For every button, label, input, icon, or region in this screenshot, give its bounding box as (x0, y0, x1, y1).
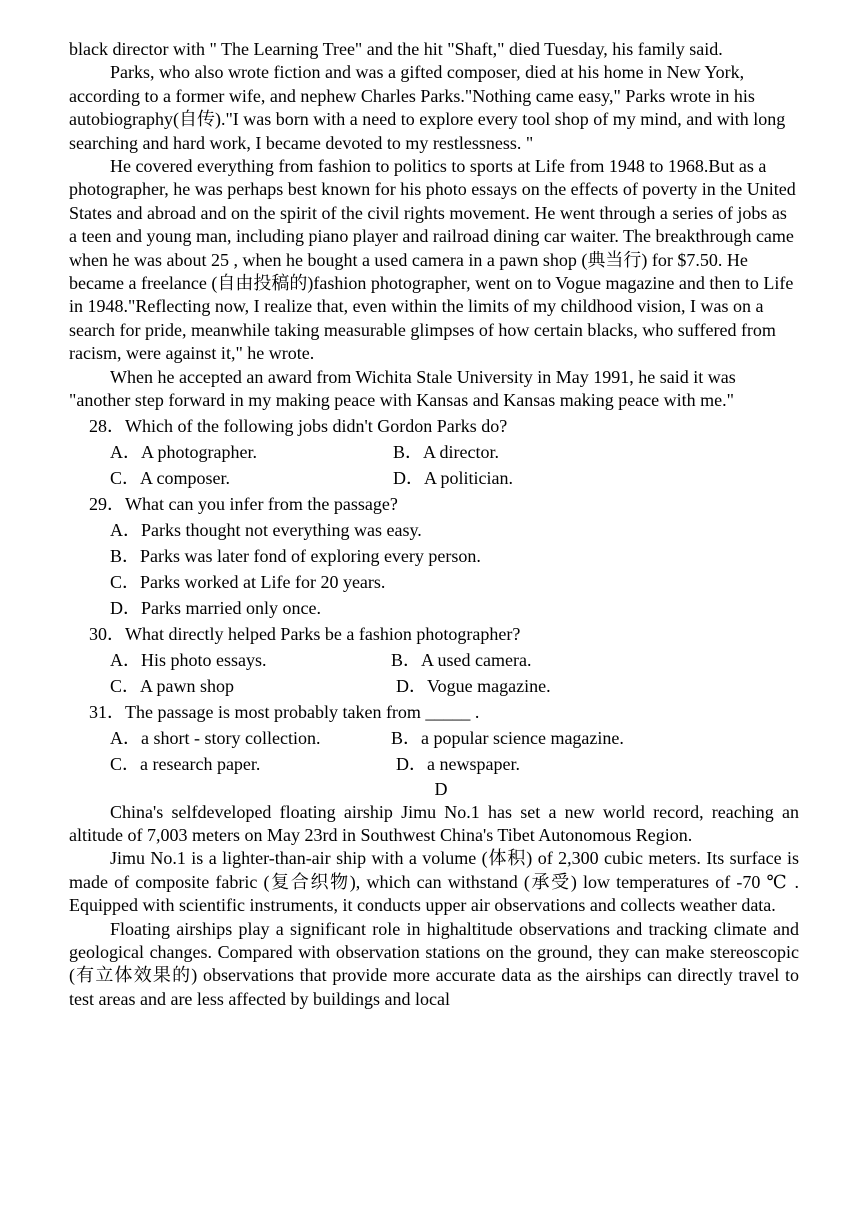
question-31-options-row-1 (69, 725, 799, 751)
passage-d-paragraph-1: China's selfdeveloped floating airship Jimu No.1 has set a new world record, reaching an altitude of 7,003 meters on May 23rd in Southwest China's Tibet Autonomous Region. (69, 801, 799, 845)
question-31-option-d[interactable]: D．a newspaper. (396, 753, 520, 774)
question-29-option-b[interactable]: B．Parks was later fond of exploring every person. (110, 545, 481, 566)
question-30-options-row-2 (69, 673, 799, 699)
question-28-stem: 28．Which of the following jobs didn't Gordon Parks do? (89, 415, 508, 436)
question-29-option-d[interactable]: D．Parks married only once. (110, 597, 321, 618)
question-30-option-d[interactable]: D．Vogue magazine. (396, 675, 551, 696)
question-31-stem: 31．The passage is most probably taken from _____ . (89, 701, 480, 722)
question-31-option-b[interactable]: B．a popular science magazine. (391, 727, 624, 748)
question-28-option-b[interactable]: B．A director. (393, 441, 499, 462)
question-30-option-b[interactable]: B．A used camera. (391, 649, 532, 670)
passage-c-paragraph-3: He covered everything from fashion to politics to sports at Life from 1948 to 1968.But as a photographer, he was perhaps best known for his photo essays on the effects of poverty in the United States and abroad and on the spirit of the civil rights movement. He went through a series of jobs as a teen and young man, including piano player and railroad dining car waiter. The breakthrough came when he was about 25 , when he bought a used camera in a pawn shop (典当行) for $7.50. He became a freelance (自由投稿的)fashion photographer, went on to Vogue magazine and then to Life in 1948."Reflecting now, I realize that, even within the limits of my childhood vision, I was on a search for pride, meanwhile taking measurable glimpses of how certain blacks, who suffered from racism, were against it," he wrote. (69, 156, 796, 364)
passage-d-paragraph-2: Jimu No.1 is a lighter-than-air ship with a volume (体积) of 2,300 cubic meters. Its surface is made of composite fabric (复合织物), which can withstand (承受) low temperatures of -70 ℃ . Equipped with scientific instruments, it conducts upper air observations and collects weather data. (69, 848, 799, 916)
passage-c-paragraph-1: black director with " The Learning Tree" and the hit "Shaft," died Tuesday, his family said. (69, 39, 723, 59)
question-31-options-row-2 (69, 751, 799, 777)
question-28-options-row-2 (69, 465, 799, 491)
question-29-stem: 29．What can you infer from the passage? (89, 493, 398, 514)
question-31-option-a[interactable]: A．a short - story collection. (110, 727, 321, 748)
question-29-option-c[interactable]: C．Parks worked at Life for 20 years. (110, 571, 386, 592)
question-30-stem: 30．What directly helped Parks be a fashion photographer? (89, 623, 521, 644)
passage-d-label: D (434, 778, 448, 799)
passage-d-paragraph-3: Floating airships play a significant role in highaltitude observations and tracking climate and geological changes. Compared with observation stations on the ground, they can make stereoscopic (有立体效果的) observations that provide more accurate data as the airships can directly travel to test areas and are less affected by buildings and local (69, 918, 799, 1009)
question-28-option-d[interactable]: D．A politician. (393, 467, 513, 488)
question-28-option-c[interactable]: C．A composer. (110, 467, 230, 488)
passage-c-paragraph-4: When he accepted an award from Wichita Stale University in May 1991, he said it was "another step forward in my making peace with Kansas and Kansas making peace with me." (69, 366, 736, 411)
question-29-option-a[interactable]: A．Parks thought not everything was easy. (110, 519, 422, 540)
question-30-option-a[interactable]: A．His photo essays. (110, 649, 267, 670)
passage-c-paragraph-2: Parks, who also wrote fiction and was a gifted composer, died at his home in New York, according to a former wife, and nephew Charles Parks."Nothing came easy," Parks wrote in his autobiography(自传)."I was born with a need to explore every tool shop of my mind, and with long searching and hard work, I became devoted to my restlessness. " (69, 62, 786, 153)
exam-page (69, 38, 799, 1011)
question-30-option-c[interactable]: C．A pawn shop (110, 675, 235, 696)
question-28-option-a[interactable]: A．A photographer. (110, 441, 257, 462)
question-30-options-row-1 (69, 647, 799, 673)
question-28-options-row-1 (69, 439, 799, 465)
question-31-option-c[interactable]: C．a research paper. (110, 753, 261, 774)
